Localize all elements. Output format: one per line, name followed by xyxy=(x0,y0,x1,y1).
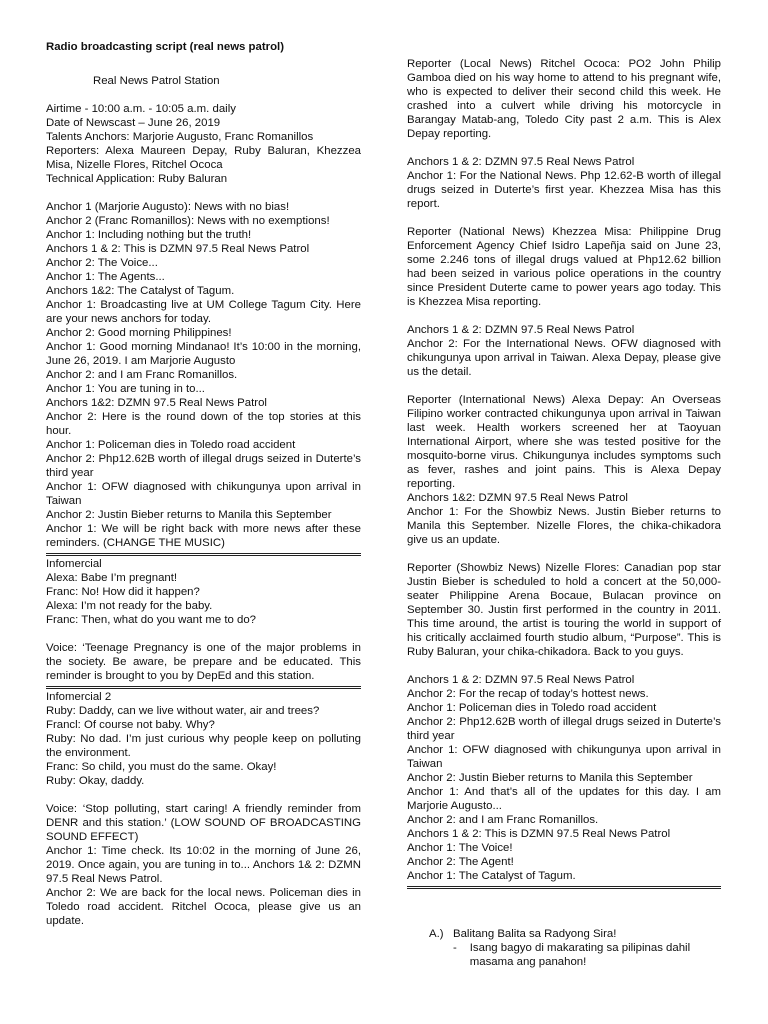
section-divider xyxy=(407,886,721,889)
script-line: Franc: So child, you must do the same. Okay! xyxy=(46,761,277,773)
script-line: Reporter (Showbiz News) Nizelle Flores: Canadian pop star Justin Bieber is scheduled to hold a concert at the 50,000-seater Philippine Arena Bocaue, Bulacan province on September 30. Justin first performed in the country in 2011. This time around, the artist is touring the world in support of his critically acclaimed fourth studio album, “Purpose”. This is Ruby Baluran, your chika-chikadora. Back to you guys. xyxy=(407,562,721,658)
footnote-subitem xyxy=(453,941,729,969)
voice-line: Voice: ‘Teenage Pregnancy is one of the major problems in the society. Be aware, be prepare and be educated. This reminder is brought to you by DepEd and this station. xyxy=(46,642,361,682)
script-line: Anchor 2: We are back for the local news. Policeman dies in Toledo road accident. Ritchel Ococa, please give us an update. xyxy=(46,887,361,927)
script-line: Anchor 1: Including nothing but the truth! xyxy=(46,229,252,241)
script-line: Anchor 1: OFW diagnosed with chikungunya upon arrival in Taiwan xyxy=(46,481,361,507)
script-line: Anchors 1 & 2: DZMN 97.5 Real News Patrol xyxy=(407,674,635,686)
script-line: Anchor 2: The Agent! xyxy=(407,856,514,868)
dash-bullet: - xyxy=(453,942,457,954)
script-line: Anchor 2: Justin Bieber returns to Manila this September xyxy=(407,772,693,784)
voice-line: Voice: ‘Stop polluting, start caring! A friendly reminder from DENR and this station.’ (LOW SOUND OF BROADCASTING SOUND EFFECT) xyxy=(46,803,361,843)
script-line: Anchor 1: OFW diagnosed with chikungunya upon arrival in Taiwan xyxy=(407,744,721,770)
script-line: Reporter (International News) Alexa Depay: An Overseas Filipino worker contracted chikungunya upon arrival in Taiwan last week. Health workers screened her at Taoyuan International Airport, where she was tested positive for the mosquito-borne virus. Chikungunya includes symptoms such as fever, rashes and joint pains. This is Alexa Depay reporting. xyxy=(407,394,721,490)
header-line: Technical Application: Ruby Baluran xyxy=(46,173,228,185)
script-line: Ruby: Okay, daddy. xyxy=(46,775,145,787)
script-line: Anchor 1: Policeman dies in Toledo road accident xyxy=(407,702,657,714)
document-title: Radio broadcasting script (real news patrol) xyxy=(46,41,284,53)
infomercial-heading: Infomercial xyxy=(46,558,102,570)
left-tail xyxy=(46,844,361,928)
script-line: Anchor 2: Php12.62B worth of illegal drugs seized in Duterte’s third year xyxy=(407,716,721,742)
script-line: Anchor 2 (Franc Romanillos): News with no exemptions! xyxy=(46,215,330,227)
left-column xyxy=(46,40,361,928)
section-divider xyxy=(46,553,361,556)
script-line: Anchor 2: Good morning Philippines! xyxy=(46,327,232,339)
script-line: Anchor 2: Php12.62B worth of illegal drugs seized in Duterte’s third year xyxy=(46,453,361,479)
script-line: Alexa: Babe I’m pregnant! xyxy=(46,572,178,584)
script-line: Anchor 1 (Marjorie Augusto): News with no bias! xyxy=(46,201,290,213)
script-line: Franc: Then, what do you want me to do? xyxy=(46,614,257,626)
footnote-label: A.) xyxy=(429,928,444,940)
footnote-item xyxy=(429,927,729,941)
script-line: Anchor 2: For the recap of today’s hottest news. xyxy=(407,688,649,700)
script-line: Francl: Of course not baby. Why? xyxy=(46,719,215,731)
script-line: Anchor 2: and I am Franc Romanillos. xyxy=(407,814,599,826)
national-news-intro xyxy=(407,155,721,211)
national-news-report xyxy=(407,225,721,309)
script-line: Anchors 1 & 2: This is DZMN 97.5 Real News Patrol xyxy=(46,243,310,255)
script-line: Anchor 1: For the Showbiz News. Justin Bieber returns to Manila this September. Nizelle Flores, the chika-chikadora give us an update. xyxy=(407,506,721,546)
script-line: Anchor 2: For the International News. OFW diagnosed with chikungunya upon arrival in Taiwan. Alexa Depay, please give us the detail. xyxy=(407,338,721,378)
header-line: Airtime - 10:00 a.m. - 10:05 a.m. daily xyxy=(46,103,236,115)
right-column xyxy=(407,57,721,890)
infomercial-2 xyxy=(46,690,361,844)
international-news-report xyxy=(407,393,721,547)
script-line: Anchor 2: and I am Franc Romanillos. xyxy=(46,369,238,381)
script-line: Anchor 1: Policeman dies in Toledo road accident xyxy=(46,439,296,451)
infomercial-heading: Infomercial 2 xyxy=(46,691,112,703)
section-divider xyxy=(46,686,361,689)
script-line: Anchors 1&2: DZMN 97.5 Real News Patrol xyxy=(407,492,628,504)
header-block xyxy=(46,102,361,186)
opening-block xyxy=(46,200,361,550)
footnote-subtext: Isang bagyo di makarating sa pilipinas dahil masama ang panahon! xyxy=(469,942,691,968)
script-line: Anchor 1: Good morning Mindanao! It’s 10:00 in the morning, June 26, 2019. I am Marjorie Augusto xyxy=(46,341,361,367)
script-line: Anchors 1 & 2: DZMN 97.5 Real News Patrol xyxy=(407,324,635,336)
header-line: Date of Newscast – June 26, 2019 xyxy=(46,117,221,129)
script-line: Reporter (National News) Khezzea Misa: Philippine Drug Enforcement Agency Chief Isidro Lapeñja said on June 23, some 2.246 tons of illegal drugs valued at Php12.62 billion had been seized in various police operations in the country since President Duterte came to power years ago today. This is Khezzea Misa reporting. xyxy=(407,226,721,308)
script-line: Anchor 1: Broadcasting live at UM College Tagum City. Here are your news anchors for today. xyxy=(46,299,361,325)
header-line: Reporters: Alexa Maureen Depay, Ruby Baluran, Khezzea Misa, Nizelle Flores, Ritchel Ococa xyxy=(46,145,361,171)
international-news-intro xyxy=(407,323,721,379)
script-line: Anchors 1 & 2: DZMN 97.5 Real News Patrol xyxy=(407,156,635,168)
station-name: Real News Patrol Station xyxy=(93,75,220,87)
script-line: Anchors 1 & 2: This is DZMN 97.5 Real News Patrol xyxy=(407,828,671,840)
script-line: Anchor 1: We will be right back with more news after these reminders. (CHANGE THE MUSIC) xyxy=(46,523,361,549)
recap-block xyxy=(407,673,721,883)
script-line: Franc: No! How did it happen? xyxy=(46,586,200,598)
footnote-text: Balitang Balita sa Radyong Sira! xyxy=(453,928,617,940)
script-line: Anchor 2: Justin Bieber returns to Manila this September xyxy=(46,509,332,521)
script-line: Anchor 1: The Catalyst of Tagum. xyxy=(407,870,576,882)
script-line: Alexa: I’m not ready for the baby. xyxy=(46,600,213,612)
script-line: Anchor 1: And that’s all of the updates for this day. I am Marjorie Augusto... xyxy=(407,786,721,812)
script-line: Anchor 1: The Agents... xyxy=(46,271,165,283)
script-line: Ruby: Daddy, can we live without water, air and trees? xyxy=(46,705,320,717)
local-news-report xyxy=(407,57,721,141)
script-line: Anchor 1: You are tuning in to... xyxy=(46,383,205,395)
script-line: Anchor 2: Here is the round down of the top stories at this hour. xyxy=(46,411,361,437)
script-line: Anchor 1: For the National News. Php 12.62-B worth of illegal drugs seized in Duterte’s first year. Khezzea Misa has this report. xyxy=(407,170,721,210)
script-line: Ruby: No dad. I’m just curious why people keep on polluting the environment. xyxy=(46,733,361,759)
infomercial-1 xyxy=(46,557,361,683)
script-line: Anchor 1: The Voice! xyxy=(407,842,513,854)
script-line: Reporter (Local News) Ritchel Ococa: PO2 John Philip Gamboa died on his way home to attend to his pregnant wife, who is expected to deliver their second child this week. He crashed into a culvert while driving his motorcycle in Barangay Matab-ang, Toledo City past 2 a.m. This is Alex Depay reporting. xyxy=(407,58,721,140)
script-line: Anchors 1&2: DZMN 97.5 Real News Patrol xyxy=(46,397,267,409)
header-line: Talents Anchors: Marjorie Augusto, Franc Romanillos xyxy=(46,131,314,143)
footnote-list xyxy=(429,927,729,969)
script-line: Anchor 1: Time check. Its 10:02 in the morning of June 26, 2019. Once again, you are tuning in to... Anchors 1& 2: DZMN 97.5 Real News Patrol. xyxy=(46,845,361,885)
script-line: Anchors 1&2: The Catalyst of Tagum. xyxy=(46,285,235,297)
script-line: Anchor 2: The Voice... xyxy=(46,257,158,269)
showbiz-news-report xyxy=(407,561,721,659)
